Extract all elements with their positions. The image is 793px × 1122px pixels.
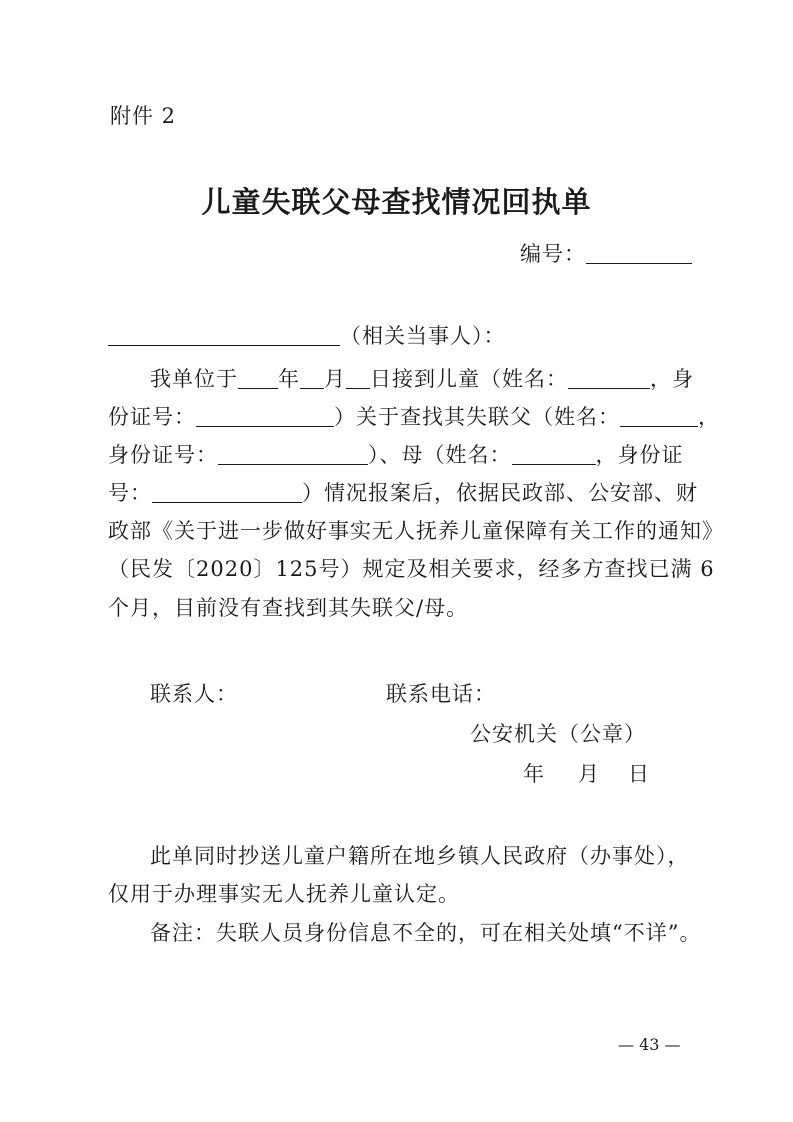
text-segment: 月 bbox=[324, 367, 346, 391]
body-line-7: 个月，目前没有查找到其失联父/母。 bbox=[108, 596, 469, 620]
attachment-label: 附件 2 bbox=[110, 104, 177, 128]
child-name-field[interactable] bbox=[568, 366, 650, 389]
mother-name-field[interactable] bbox=[512, 442, 596, 465]
body-line-4 bbox=[108, 477, 698, 507]
report-year-field[interactable] bbox=[238, 366, 278, 389]
father-id-field[interactable] bbox=[218, 442, 368, 465]
remark-line: 备注：失联人员身份信息不全的，可在相关处填“不详”。 bbox=[150, 921, 702, 945]
contact-person-label: 联系人： bbox=[150, 682, 238, 706]
seal-year: 年 bbox=[523, 762, 545, 786]
report-month-field[interactable] bbox=[300, 366, 324, 389]
body-line-1 bbox=[150, 363, 694, 393]
seal-month: 月 bbox=[578, 762, 600, 786]
body-line-2 bbox=[108, 401, 720, 431]
text-segment: ， bbox=[698, 405, 720, 429]
text-segment: 我单位于 bbox=[150, 367, 238, 391]
note-line-1: 此单同时抄送儿童户籍所在地乡镇人民政府（办事处）， bbox=[150, 844, 690, 868]
text-segment: 身份证号： bbox=[108, 443, 218, 467]
recipient-row bbox=[108, 320, 506, 350]
mother-id-field[interactable] bbox=[152, 480, 302, 503]
document-title: 儿童失联父母查找情况回执单 bbox=[201, 185, 592, 219]
body-line-5: 政部《关于进一步做好事实无人抚养儿童保障有关工作的通知》 bbox=[108, 519, 724, 543]
text-segment: ）、母（姓名： bbox=[368, 443, 512, 467]
report-day-field[interactable] bbox=[346, 366, 370, 389]
text-segment: ）关于查找其失联父（姓名： bbox=[334, 405, 620, 429]
text-segment: 日接到儿童（姓名： bbox=[370, 367, 568, 391]
serial-number-field[interactable] bbox=[586, 241, 692, 264]
text-segment: 号： bbox=[108, 481, 152, 505]
contact-phone-label: 联系电话： bbox=[386, 682, 496, 706]
child-id-field[interactable] bbox=[196, 404, 334, 427]
recipient-name-field[interactable] bbox=[108, 323, 340, 346]
father-name-field[interactable] bbox=[620, 404, 698, 427]
text-segment: ，身份证 bbox=[595, 443, 684, 467]
text-segment: ，身 bbox=[650, 367, 694, 391]
seal-org: 公安机关（公章） bbox=[470, 722, 646, 746]
body-line-3 bbox=[108, 439, 684, 469]
text-segment: 年 bbox=[278, 367, 300, 391]
text-segment: 份证号： bbox=[108, 405, 196, 429]
body-line-6: （民发〔2020〕125号）规定及相关要求，经多方查找已满 6 bbox=[108, 557, 715, 581]
serial-label: 编号： bbox=[520, 242, 586, 266]
text-segment: ）情况报案后，依据民政部、公安部、财 bbox=[302, 481, 698, 505]
note-line-2: 仅用于办理事实无人抚养儿童认定。 bbox=[108, 882, 460, 906]
recipient-suffix: （相关当事人）： bbox=[340, 324, 506, 348]
seal-day: 日 bbox=[628, 762, 650, 786]
serial-number-row bbox=[520, 238, 692, 268]
page-number: — 43 — bbox=[618, 1035, 681, 1054]
